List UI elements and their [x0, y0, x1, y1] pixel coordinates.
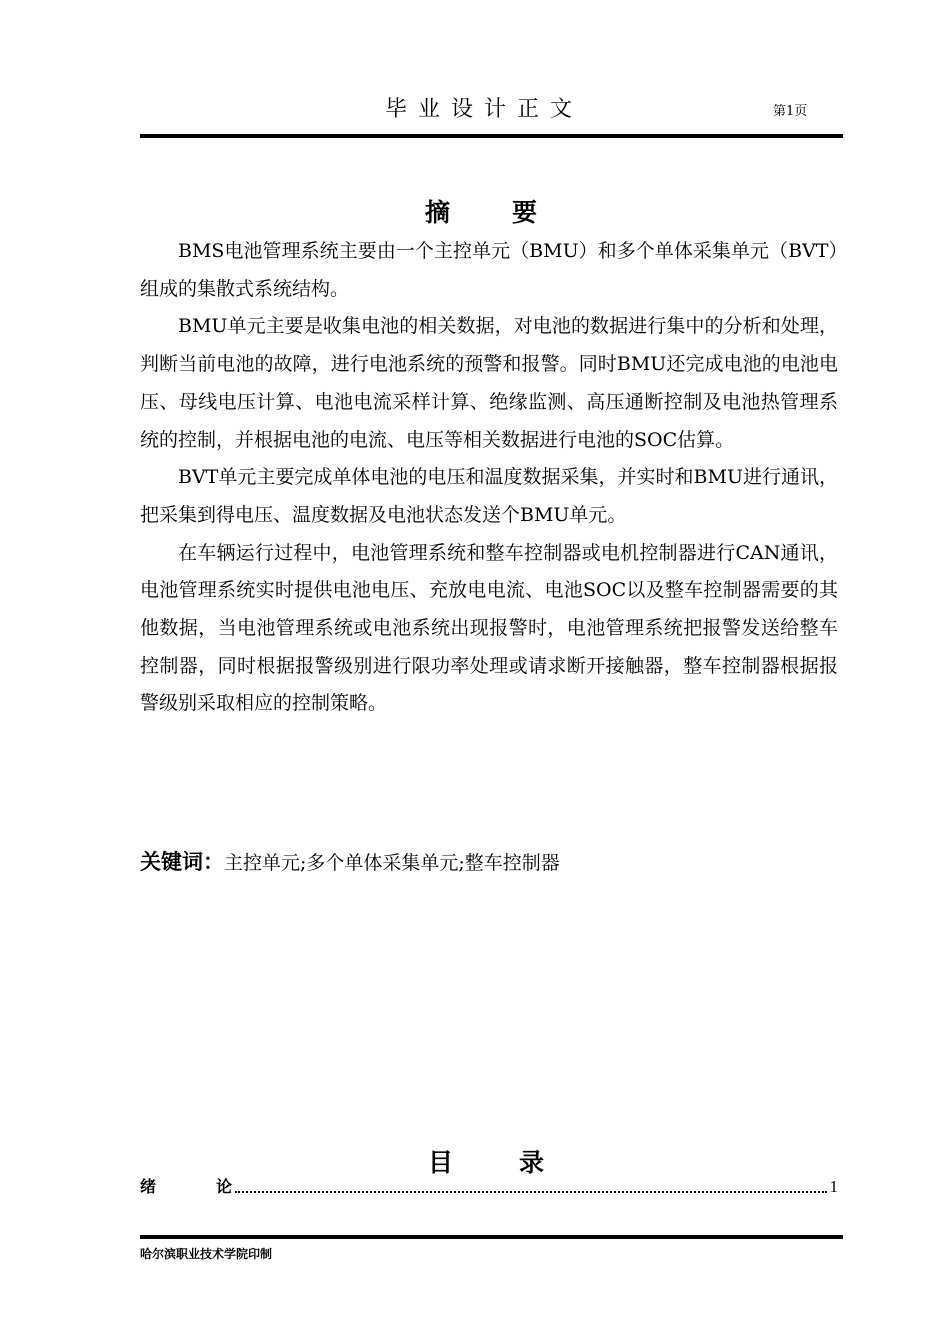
header-page-number: 第1页: [773, 104, 808, 119]
keywords-label: 关键词：: [140, 850, 224, 874]
abstract-paragraph: BMS电池管理系统主要由一个主控单元（BMU）和多个单体采集单元（BVT）组成的集散式系统结构。: [140, 240, 838, 300]
toc-title: 目录: [428, 1148, 611, 1177]
abstract-paragraph: BMU单元主要是收集电池的相关数据，对电池的数据进行集中的分析和处理，判断当前电池的故障，进行电池系统的预警和报警。同时BMU还完成电池的电池电压、母线电压计算、电池电流采样计算、绝缘监测、高压通断控制及电池热管理系统的控制，并根据电池的电流、电压等相关数据进行电池的SOC估算。: [140, 315, 838, 451]
footer-rule: [140, 1235, 843, 1239]
abstract-body: [140, 233, 838, 723]
footer-text: 哈尔滨职业技术学院印制: [140, 1247, 273, 1261]
abstract-paragraph: 在车辆运行过程中，电池管理系统和整车控制器或电机控制器进行CAN通讯，电池管理系统实时提供电池电压、充放电电流、电池SOC以及整车控制器需要的其他数据，当电池管理系统或电池系统出现报警时，电池管理系统把报警发送给整车控制器，同时根据报警级别进行限功率处理或请求断开接触器，整车控制器根据报警级别采取相应的控制策略。: [140, 541, 838, 715]
toc-entry-label: 绪论: [140, 1177, 293, 1196]
header-title: 毕业设计正文: [385, 97, 584, 122]
abstract-title: 摘要: [425, 198, 600, 227]
header-rule: [140, 134, 843, 138]
abstract-paragraph: BVT单元主要完成单体电池的电压和温度数据采集，并实时和BMU进行通讯，把采集到得电压、温度数据及电池状态发送个BMU单元。: [140, 466, 838, 526]
toc-entry-page: 1: [829, 1177, 838, 1196]
keywords-value: 主控单元;多个单体采集单元;整车控制器: [224, 852, 560, 874]
toc-leader-dots: [235, 1191, 826, 1193]
keywords-line: [140, 846, 560, 876]
toc-entry[interactable]: [140, 1175, 838, 1197]
